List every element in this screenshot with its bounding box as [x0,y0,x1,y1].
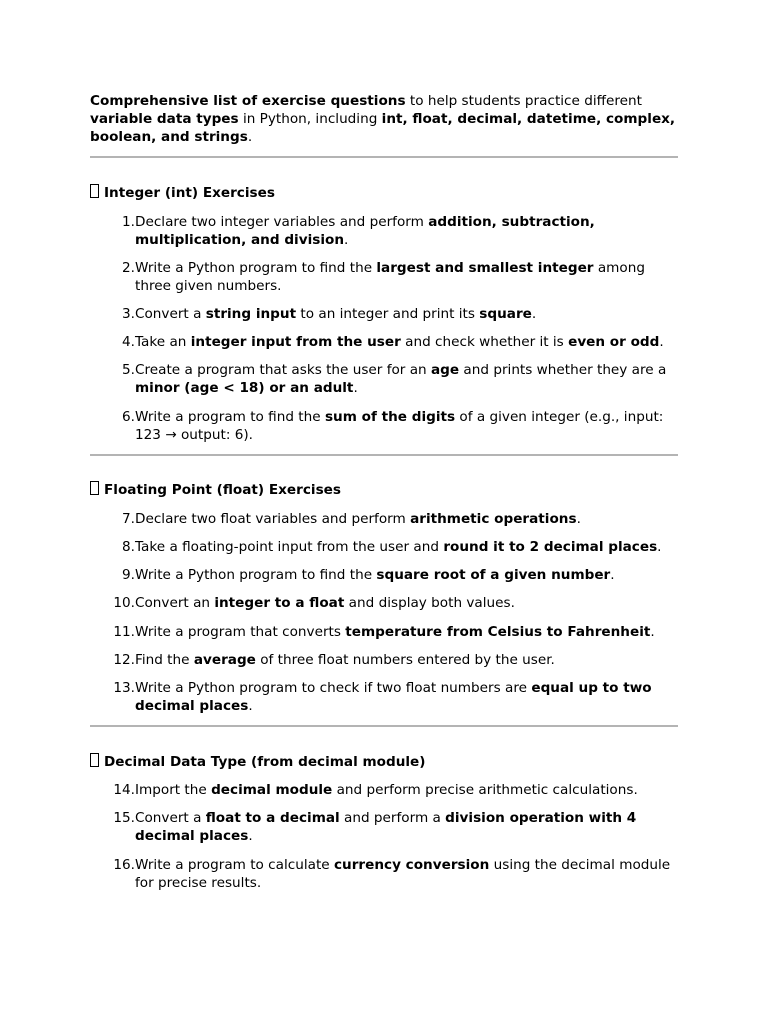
section-heading-float: Floating Point (float) Exercises [90,481,341,499]
intro-bold-2: variable data types [90,111,239,127]
divider [90,725,678,727]
section-heading-decimal: Decimal Data Type (from decimal module) [90,753,425,771]
section-heading-int: Integer (int) Exercises [90,184,275,202]
divider [90,454,678,456]
intro-bold-3: int, float, decimal, datetime, complex, boolean, and strings [90,111,676,145]
intro-text-3: . [247,129,253,145]
intro-text-2: in Python, including [238,111,382,127]
intro-paragraph [90,92,680,146]
divider [90,156,678,158]
missing-glyph-icon [90,184,99,198]
intro-text-1: to help students practice different [405,93,642,109]
missing-glyph-icon [90,481,99,495]
document-page: Comprehensive list of exercise questions to help students practice different variable data types in Python, including int, float, decimal, datetime, complex, boolean, and strings. Integer (int) Exercises 1. Declare two integer variables and perform addition, subtraction, multiplication, and division. 2. Write a Python program to find the largest and smallest integer among three given numbers. 3. Convert a string input to an integer and print its square. 4. Take an integer input from the user and check whether it is even or odd. 5. Create a program that asks the user for an age and prints whether they are a minor (age < 18) or an adult. 6. Write a program to find the sum of the digits of a given integer (e.g., input: 123 → output: 6). Floating Point (float) Exercises 7. Declare two float variables and perform arithmetic operations. 8. Take a floating-point input from the user and round it to 2 decimal places. 9. Write a Python program to find the square root of a given number. 10. Convert an integer to a float and display both values. 11. Write a program that converts temperature from Celsius to Fahrenheit. 12. Find the average of three float numbers entered by the user. 13. Write a Python program to check if two float numbers are equal up to two decimal places. Decimal Data Type (from decimal module) 14. Import the decimal module and perform precise arithmetic calculations. 15. Convert a float to a decimal and perform a division operation with 4 decimal places. 16. Write a program to calculate currency conversion using the decimal module for precise results. [0,0,768,1024]
missing-glyph-icon [90,753,99,767]
intro-bold-1: Comprehensive list of exercise questions [90,93,406,109]
